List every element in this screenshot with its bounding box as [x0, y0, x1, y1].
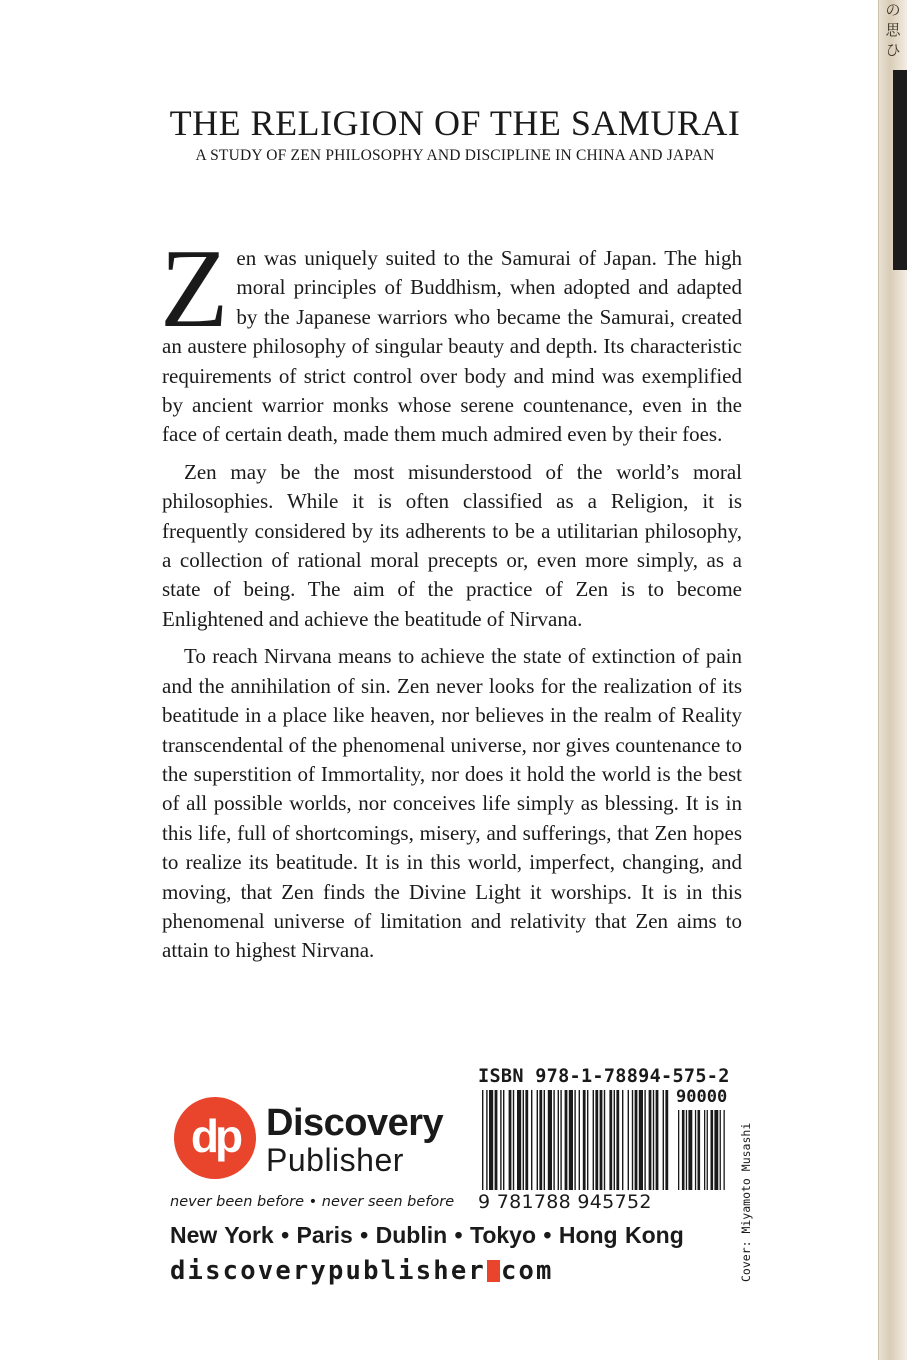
barcode-bar [548, 1090, 552, 1190]
barcode-bar [639, 1090, 643, 1190]
barcode-bar [579, 1090, 580, 1190]
barcode-addon-bar [678, 1110, 679, 1190]
barcode-bar [595, 1090, 598, 1190]
book-title: THE RELIGION OF THE SAMURAI [169, 103, 741, 143]
isbn-label: ISBN 978-1-78894-575-2 [478, 1066, 730, 1087]
barcode-bar [495, 1090, 498, 1190]
barcode-bar [587, 1090, 588, 1190]
barcode-bar [558, 1090, 559, 1190]
barcode-bar [604, 1090, 605, 1190]
barcode-addon-bar [711, 1110, 714, 1190]
barcode-bar [656, 1090, 659, 1190]
blurb-paragraph-1-text: en was uniquely suited to the Samurai of Japan. The high moral principles of Buddhism, when adopted and adapted by the Japanese warriors who became the Samurai, created an austere philosophy of singular beauty and depth. Its characteristic requirements of strict control over body and mind was exemplified by ancient warrior monks whose serene countenance, even in the face of certain death, made them much admired even by their foes. [162, 246, 742, 447]
barcode-addon-bar [704, 1110, 705, 1190]
barcode-bar [517, 1090, 521, 1190]
barcode-digits: 9 781788 945752 [478, 1191, 652, 1213]
barcode-addon-bar [707, 1110, 708, 1190]
website-dot-square [487, 1260, 500, 1282]
barcode-bar [614, 1090, 615, 1190]
spine-dark-band [893, 70, 907, 270]
barcode-bar [583, 1090, 586, 1190]
barcode-bar [663, 1090, 664, 1190]
isbn-barcode [478, 1090, 730, 1192]
barcode-bar [531, 1090, 532, 1190]
barcode-bar [569, 1090, 573, 1190]
barcode-bar [635, 1090, 638, 1190]
publisher-cities: New York • Paris • Dublin • Tokyo • Hong Kong [170, 1222, 684, 1248]
barcode-bar [593, 1090, 594, 1190]
barcode-bar [503, 1090, 504, 1190]
barcode-bar [600, 1090, 603, 1190]
barcode-addon-bar [682, 1110, 685, 1190]
website-tld: com [500, 1256, 554, 1286]
barcode-bar [665, 1090, 668, 1190]
barcode-bar [500, 1090, 501, 1190]
blurb [160, 227, 742, 974]
barcode-bar [628, 1090, 629, 1190]
barcode-addon-bar [720, 1110, 721, 1190]
barcode-addon-bar [686, 1110, 687, 1190]
blurb-paragraph-2: Zen may be the most misunderstood of the world’s moral philosophies. While it is often classified as a Religion, it is frequently considered by its adherents to be a utilitarian philosophy, a collection of rational moral precepts or, even more simply, as a state of being. The aim of the practice of Zen is to become Enlightened and achieve the beatitude of Nirvana. [162, 459, 742, 631]
website-domain: discoverypublisher [170, 1256, 486, 1286]
publisher-name-line1: Discovery [266, 1102, 444, 1144]
barcode-bar [560, 1090, 561, 1190]
publisher-name-line2: Publisher [266, 1142, 404, 1178]
publisher-tagline: never been before • never seen before [170, 1194, 455, 1210]
book-subtitle: A STUDY OF ZEN PHILOSOPHY AND DISCIPLINE IN CHINA AND JAPAN [195, 147, 715, 164]
barcode-addon-bar [698, 1110, 701, 1190]
barcode-bar [644, 1090, 645, 1190]
barcode-bar [574, 1090, 575, 1190]
barcode-price-code: 90000 [676, 1087, 728, 1107]
barcode-bar [632, 1090, 633, 1190]
barcode-addon-bar [695, 1110, 696, 1190]
barcode-bar [653, 1090, 654, 1190]
spine-kanji: の思ひ [885, 1, 901, 59]
barcode-bar [539, 1090, 542, 1190]
barcode-bar [513, 1090, 514, 1190]
barcode-bar [525, 1090, 528, 1190]
barcode-bar [486, 1090, 487, 1190]
barcode-bar [537, 1090, 538, 1190]
barcode-bar [622, 1090, 623, 1190]
barcode-addon-bar [714, 1110, 718, 1190]
drop-cap: Z [160, 227, 229, 351]
publisher-website [170, 1256, 730, 1286]
barcode-bar [509, 1090, 512, 1190]
barcode-bar [489, 1090, 493, 1190]
blurb-paragraph-3: To reach Nirvana means to achieve the state of extinction of pain and the annihilation of sin. Zen never looks for the realization of its beatitude in a place like heaven, nor believes in the realm of Reality transcendental of the phenomenal universe, nor gives countenance to the superstition of Immortality, nor does it hold the world is the best of all possible worlds, nor conceives life simply as blessing. It is in this life, full of shortcomings, misery, and sufferings, that Zen hopes to realize its beatitude. It is in this world, imperfect, changing, and moving, that Zen finds the Divine Light it worships. It is in this phenomenal universe of limitation and relativity that Zen aims to attain to highest Nirvana. [162, 644, 742, 963]
barcode-bar [482, 1090, 483, 1190]
blurb-paragraph-1 [160, 227, 742, 450]
barcode-addon-bar [724, 1110, 725, 1190]
cover-credit: Cover: Miyamoto Musashi [739, 1122, 753, 1282]
barcode-bar [616, 1090, 619, 1190]
publisher-logo-letters: dp [190, 1110, 240, 1162]
barcode-addon-bar [688, 1110, 692, 1190]
barcode-bar [609, 1090, 612, 1190]
barcode-bar [553, 1090, 554, 1190]
barcode-bar [523, 1090, 524, 1190]
barcode-bar [649, 1090, 652, 1190]
barcode-bar [544, 1090, 545, 1190]
barcode-bar [565, 1090, 568, 1190]
